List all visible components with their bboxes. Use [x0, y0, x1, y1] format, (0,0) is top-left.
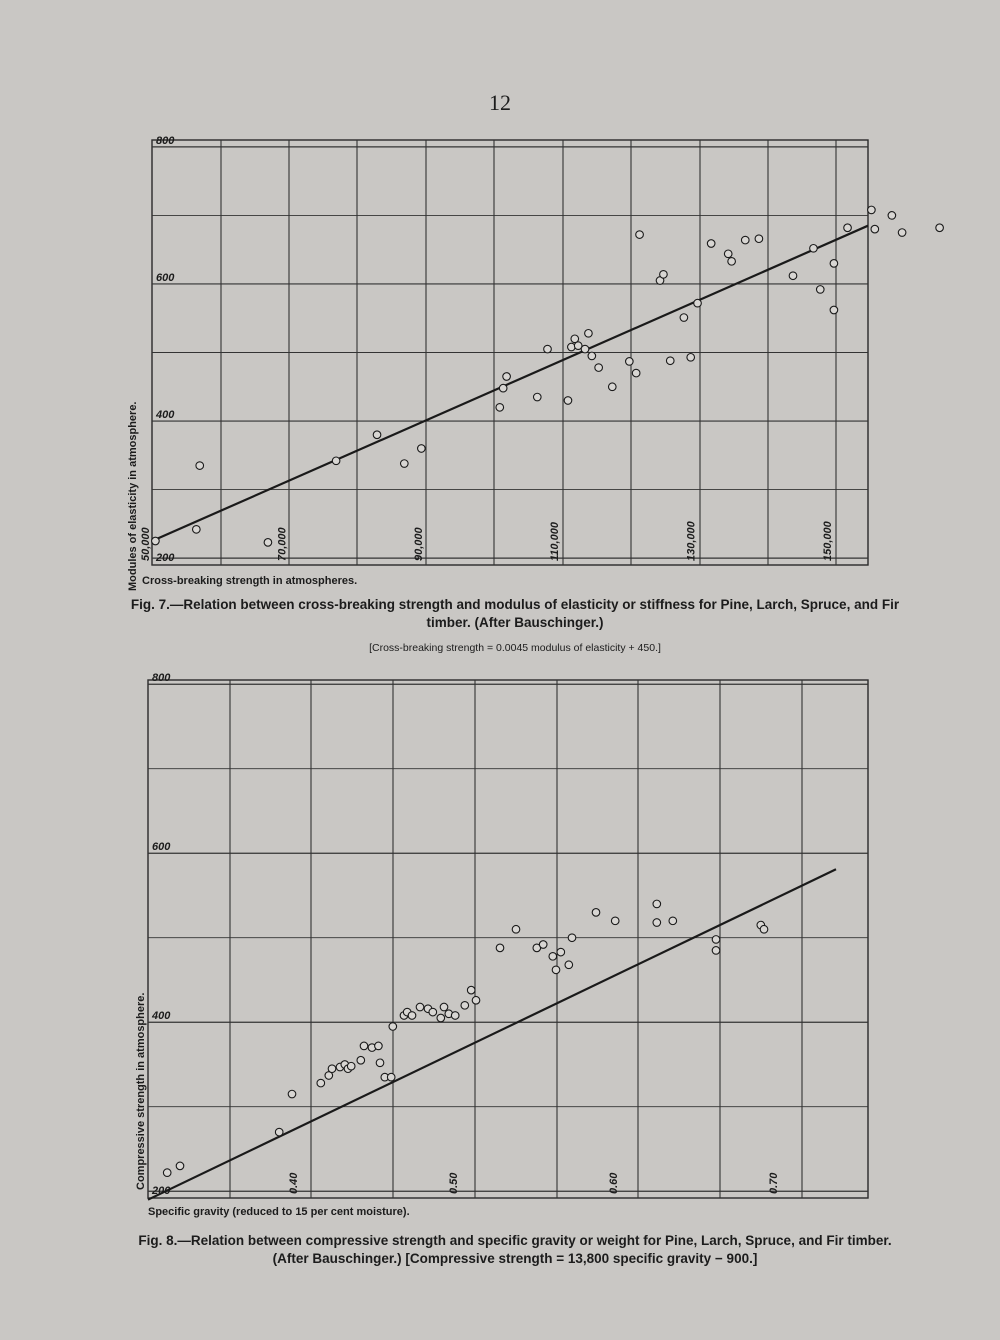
fig7-x-tick-label: 130,000	[685, 521, 698, 561]
fig8-data-point	[389, 1023, 397, 1031]
fig7-data-point	[588, 352, 596, 360]
fig8-data-point	[437, 1014, 445, 1022]
fig8-data-point	[611, 917, 619, 925]
fig8-y-tick-label: 400	[152, 1010, 171, 1023]
fig7-data-point	[264, 539, 272, 547]
fig8-data-point	[653, 919, 661, 927]
fig7-y-tick-label: 600	[156, 271, 175, 284]
fig8-data-point	[552, 966, 560, 974]
fig8-y-tick-label: 600	[152, 841, 171, 854]
fig8-data-point	[288, 1090, 296, 1098]
fig8-data-point	[357, 1056, 365, 1064]
fig7-y-tick-label: 200	[156, 552, 175, 564]
fig8-data-point	[408, 1012, 416, 1020]
fig8-data-point	[557, 948, 565, 956]
fig7-data-point	[564, 397, 572, 405]
fig8-y-tick-label: 800	[152, 672, 171, 685]
fig7-data-point	[871, 225, 879, 233]
fig8-data-point	[712, 947, 720, 955]
fig7-data-point	[936, 224, 944, 232]
fig7-data-point	[152, 537, 160, 545]
fig8-data-point	[347, 1062, 355, 1070]
fig8-y-tick-label: 200	[152, 1185, 171, 1197]
fig7-data-point	[496, 404, 504, 412]
fig7-data-point	[636, 231, 644, 239]
fig8-data-point	[416, 1003, 424, 1011]
fig7-data-point	[680, 314, 688, 322]
fig7-y-tick-label: 800	[156, 134, 175, 147]
fig7-data-point	[810, 245, 818, 253]
fig7-data-point	[373, 431, 381, 439]
fig7-data-point	[632, 369, 640, 377]
fig7-data-point	[401, 460, 409, 468]
fig7-data-point	[660, 271, 668, 279]
fig7-data-point	[741, 236, 749, 244]
fig7-data-point	[830, 306, 838, 314]
fig7-data-point	[568, 343, 576, 351]
fig8-data-point	[539, 941, 547, 949]
fig7-data-point	[332, 457, 340, 465]
fig7-data-point	[724, 250, 732, 258]
fig7-data-point	[694, 299, 702, 307]
fig7-data-point	[418, 445, 426, 453]
fig7-x-tick-label: 110,000	[549, 522, 562, 561]
fig7-x-tick-label: 70,000	[276, 527, 289, 561]
fig8-data-point	[472, 996, 480, 1004]
fig7-x-tick-label: 50,000	[140, 527, 152, 561]
fig8-frame	[148, 680, 868, 1198]
fig7-data-point	[844, 224, 852, 232]
fig7-data-point	[868, 206, 876, 214]
fig8-data-point	[387, 1073, 395, 1081]
fig8-data-point	[163, 1169, 171, 1177]
fig8-data-point	[451, 1012, 459, 1020]
fig7-data-point	[707, 240, 715, 248]
fig7-y-tick-label: 400	[156, 409, 175, 422]
fig8-data-point	[496, 944, 504, 952]
fig8-x-tick-label: 0.60	[608, 1172, 620, 1194]
fig7-data-point	[898, 229, 906, 237]
fig8-x-axis-label: Specific gravity (reduced to 15 per cent moisture).	[148, 1206, 410, 1218]
fig7-data-point	[789, 272, 797, 280]
fig8-data-point	[176, 1162, 184, 1170]
fig8-data-point	[360, 1042, 368, 1050]
fig8-x-tick-label: 0.50	[448, 1172, 460, 1194]
fig7-data-point	[888, 212, 896, 220]
fig7-x-tick-label: 90,000	[412, 527, 425, 561]
fig8-data-point	[275, 1128, 283, 1136]
fig8-x-tick-label: 0.70	[768, 1172, 780, 1194]
fig8-data-point	[549, 953, 557, 961]
fig8-data-point	[653, 900, 661, 908]
fig8-data-point	[467, 986, 475, 994]
fig8-y-axis-label: Compressive strength in atmosphere.	[135, 992, 147, 1190]
fig8-data-point	[568, 934, 576, 942]
fig7-data-point	[728, 258, 736, 266]
fig8-data-point	[375, 1042, 383, 1050]
fig8-data-point	[592, 909, 600, 917]
fig7-data-point	[533, 393, 541, 401]
fig8-data-point	[669, 917, 677, 925]
fig8-data-point	[440, 1003, 448, 1011]
page-number: 12	[489, 90, 511, 115]
fig7-formula: [Cross-breaking strength = 0.0045 modulus of elasticity + 450.]	[369, 642, 661, 654]
fig8-data-point	[760, 925, 768, 933]
fig7-data-point	[581, 345, 589, 353]
fig7-data-point	[196, 462, 204, 470]
fig7-data-point	[608, 383, 616, 391]
fig8-data-point	[328, 1065, 336, 1073]
fig8-data-point	[429, 1008, 437, 1016]
fig8-fit-line	[148, 869, 836, 1199]
fig8-x-tick-label: 0.40	[288, 1172, 300, 1194]
fig7-data-point	[816, 286, 824, 294]
fig7-data-point	[830, 260, 838, 268]
fig7-x-tick-label: 150,000	[821, 521, 834, 561]
fig8-data-point	[712, 936, 720, 944]
fig8-data-point	[376, 1059, 384, 1067]
fig8-caption: Fig. 8.—Relation between compressive strength and specific gravity or weight for Pine, Larch, Spruce, and Fir timber. (After Bauschinger.) [Compressive strength = 13,800 specific gravity − 900.]	[138, 1233, 892, 1266]
fig7-data-point	[585, 330, 593, 338]
fig7-caption: Fig. 7.—Relation between cross-breaking strength and modulus of elasticity or stiffness for Pine, Larch, Spruce, and Fir timber. (After Bauschinger.)	[130, 597, 900, 630]
fig7-fit-line	[152, 226, 868, 541]
fig7-data-point	[193, 526, 201, 534]
fig7-data-point	[666, 357, 674, 365]
fig7-y-axis-label: Modules of elasticity in atmosphere.	[127, 401, 139, 591]
fig7-data-point	[687, 353, 695, 361]
fig7-data-point	[499, 384, 507, 392]
fig7-data-point	[544, 345, 552, 353]
fig8-data-point	[565, 961, 573, 969]
fig7-data-point	[503, 373, 511, 381]
fig7-x-axis-label: Cross-breaking strength in atmospheres.	[142, 575, 358, 587]
fig7-data-point	[626, 358, 634, 366]
fig8-data-point	[317, 1079, 325, 1087]
fig7-data-point	[595, 364, 603, 372]
fig8-data-point	[512, 925, 520, 933]
fig8-data-point	[461, 1002, 469, 1010]
fig7-data-point	[755, 235, 763, 243]
